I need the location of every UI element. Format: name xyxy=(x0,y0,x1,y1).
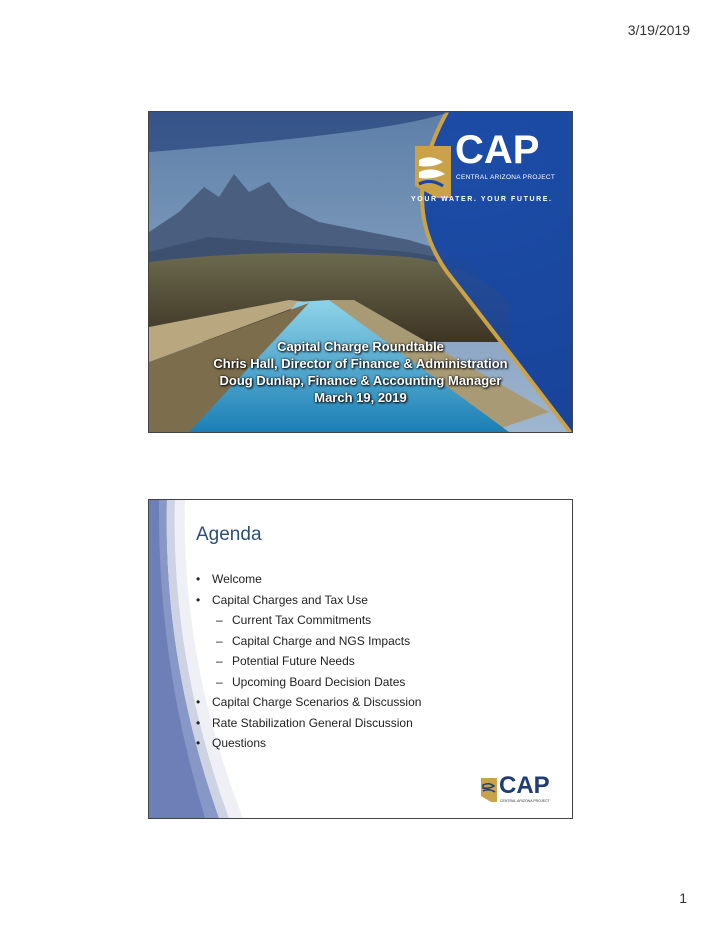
list-item: • Capital Charges and Tax Use xyxy=(196,590,421,611)
agenda-title: Agenda xyxy=(196,524,262,545)
agenda-slide xyxy=(148,499,573,819)
list-item: • Capital Charge Scenarios & Discussion xyxy=(196,692,421,713)
presenter-1: Chris Hall, Director of Finance & Administration xyxy=(213,356,508,371)
cap-logo-text: CAP xyxy=(455,128,540,172)
dash-icon: – xyxy=(216,654,223,668)
dash-icon: – xyxy=(216,613,223,627)
bullet-icon: • xyxy=(196,572,201,586)
list-item: • Questions xyxy=(196,733,421,754)
page-date: 3/19/2019 xyxy=(627,22,690,38)
agenda-list xyxy=(196,569,421,754)
arizona-state-small-icon xyxy=(479,776,499,804)
list-item: – Upcoming Board Decision Dates xyxy=(196,672,421,693)
dash-icon: – xyxy=(216,633,223,648)
list-item: • Rate Stabilization General Discussion xyxy=(196,713,421,734)
cap-tagline: YOUR WATER. YOUR FUTURE. xyxy=(411,196,553,203)
title-slide xyxy=(148,111,573,433)
list-item: – Current Tax Commitments xyxy=(196,610,421,631)
bullet-icon: • xyxy=(196,592,201,607)
bullet-icon: • xyxy=(196,736,201,750)
list-item: • Welcome xyxy=(196,569,421,590)
list-item: – Potential Future Needs xyxy=(196,651,421,672)
cap-small-logo-subtitle: CENTRAL ARIZONA PROJECT xyxy=(500,799,550,803)
cap-logo-subtitle: CENTRAL ARIZONA PROJECT xyxy=(456,174,556,181)
cap-small-logo-text: CAP xyxy=(499,772,550,799)
title-slide-text xyxy=(149,338,572,406)
presentation-title: Capital Charge Roundtable xyxy=(277,339,444,354)
dash-icon: – xyxy=(216,674,223,689)
bullet-icon: • xyxy=(196,715,201,730)
list-item: – Capital Charge and NGS Impacts xyxy=(196,631,421,652)
bullet-icon: • xyxy=(196,695,201,709)
presentation-date: March 19, 2019 xyxy=(314,390,407,405)
page-number: 1 xyxy=(679,890,687,906)
presenter-2: Doug Dunlap, Finance & Accounting Manager xyxy=(219,373,502,388)
